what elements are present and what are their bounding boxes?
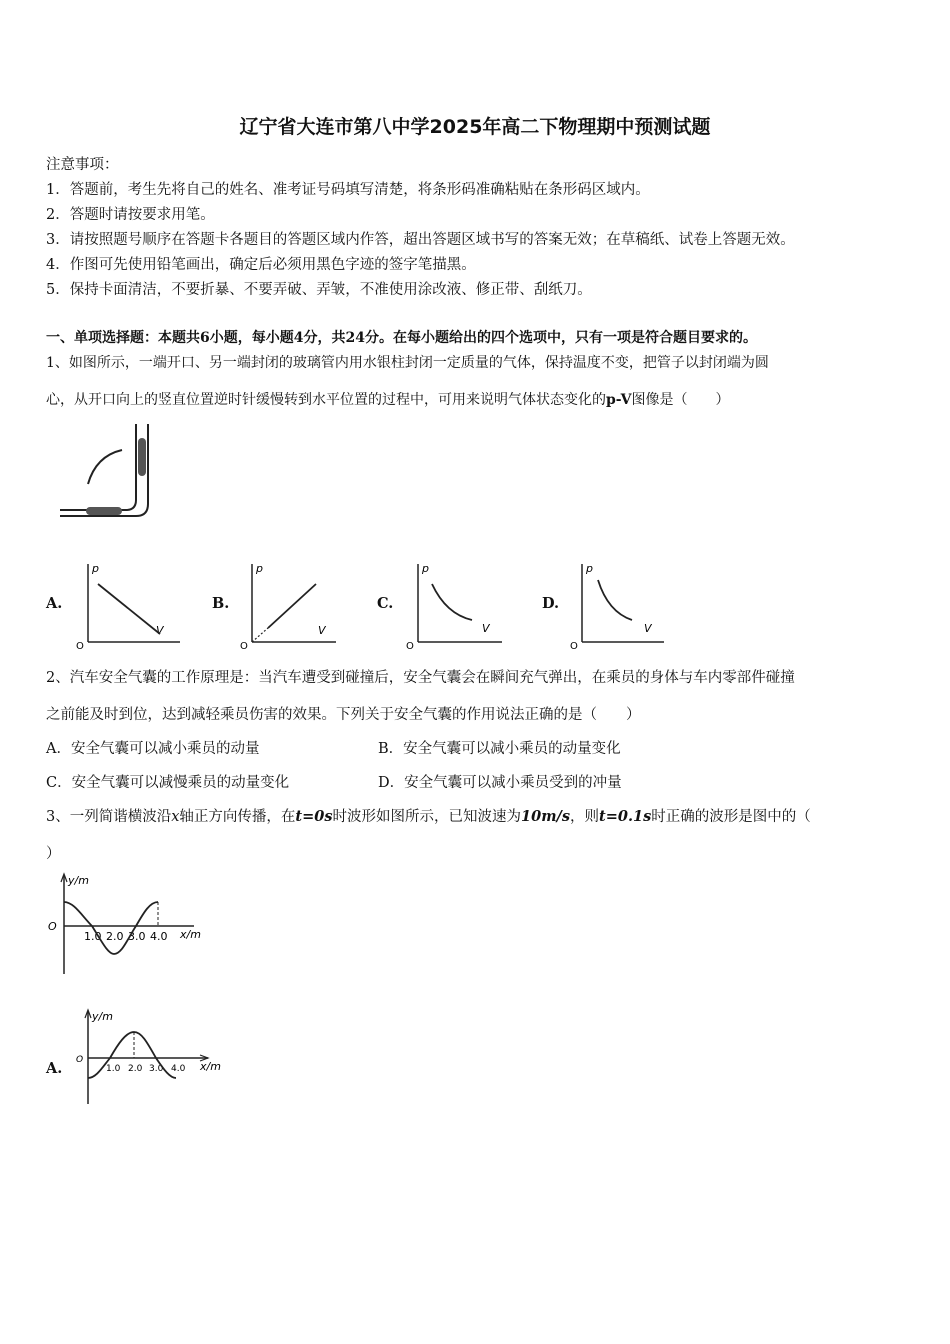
svg-text:O: O: [76, 1055, 84, 1065]
q1-tube-figure: [58, 422, 163, 520]
svg-text:p: p: [256, 562, 263, 575]
q1-option-d-label: D.: [542, 595, 560, 612]
svg-text:O: O: [406, 641, 414, 650]
notice-item: 4．作图可先使用铅笔画出，确定后必须用黑色字迹的签字笔描黑。: [46, 257, 476, 273]
q1-pv-label: p-V: [606, 392, 632, 408]
svg-text:1.0: 1.0: [84, 930, 102, 943]
svg-text:O: O: [76, 641, 84, 650]
q1-graph-b: [236, 558, 348, 650]
svg-text:3.0: 3.0: [149, 1064, 164, 1074]
svg-text:4.0: 4.0: [150, 930, 168, 943]
q1-graph-c: [402, 558, 514, 650]
svg-text:V: V: [318, 624, 326, 637]
q1-text-line2: 心，从开口向上的竖直位置逆时针缓慢转到水平位置的过程中，可用来说明气体状态变化的p-V图像是（ ）: [46, 392, 730, 408]
notice-item: 3．请按照题号顺序在答题卡各题目的答题区域内作答，超出答题区域书写的答案无效；在草稿纸、试卷上答题无效。: [46, 232, 795, 248]
q3-text-line1: 3、一列简谐横波沿x轴正方向传播，在t=0s时波形如图所示，已知波速为10m/s，则t=0.1s时正确的波形是图中的（: [46, 808, 811, 825]
notice-heading: 注意事项：: [46, 157, 119, 173]
notice-item: 5．保持卡面清洁，不要折暴、不要弄破、弄皱，不准使用涂改液、修正带、刮纸刀。: [46, 282, 592, 298]
svg-text:O: O: [570, 641, 578, 650]
q2-text-line1: 2、汽车安全气囊的工作原理是：当汽车遭受到碰撞后，安全气囊会在瞬间充气弹出，在乘员的身体与车内零部件碰撞: [46, 670, 795, 686]
q3-option-a-label: A.: [46, 1060, 63, 1077]
q3-text-line2: ）: [46, 846, 61, 862]
q1-graph-a: [72, 558, 184, 650]
svg-text:O: O: [48, 920, 57, 933]
q1-text-line1: 1、如图所示，一端开口、另一端封闭的玻璃管内用水银柱封闭一定质量的气体，保持温度不变，把管子以封闭端为圆: [46, 355, 769, 371]
svg-text:2.0: 2.0: [106, 930, 124, 943]
notice-item: 2．答题时请按要求用笔。: [46, 207, 215, 223]
svg-text:p: p: [586, 562, 593, 575]
q3-wave-figure: [44, 866, 210, 976]
q2-option-c: C．安全气囊可以减慢乘员的动量变化: [46, 775, 290, 791]
q1-option-c-label: C.: [377, 595, 394, 612]
svg-text:p: p: [92, 562, 99, 575]
notice-item: 1．答题前，考生先将自己的姓名、准考证号码填写清楚，将条形码准确粘贴在条形码区域内。: [46, 182, 650, 198]
svg-text:4.0: 4.0: [171, 1064, 186, 1074]
svg-text:V: V: [644, 622, 652, 635]
svg-text:V: V: [156, 624, 164, 637]
q1-graph-d: [566, 558, 678, 650]
svg-text:x/m: x/m: [200, 1060, 221, 1073]
q2-text-line2: 之前能及时到位，达到减轻乘员伤害的效果。下列关于安全气囊的作用说法正确的是（ ）: [46, 707, 641, 723]
q2-option-d: D．安全气囊可以减小乘员受到的冲量: [378, 775, 622, 791]
q2-option-a: A．安全气囊可以减小乘员的动量: [46, 741, 260, 757]
q2-option-b: B．安全气囊可以减小乘员的动量变化: [378, 741, 621, 757]
q1-option-a-label: A.: [46, 595, 63, 612]
svg-text:2.0: 2.0: [128, 1064, 143, 1074]
svg-text:O: O: [240, 641, 248, 650]
q1-option-b-label: B.: [212, 595, 230, 612]
q3-option-a-graph: [72, 1004, 230, 1106]
page-title: 辽宁省大连市第八中学2025年高二下物理期中预测试题: [239, 116, 711, 138]
section-heading: 一、单项选择题：本题共6小题，每小题4分，共24分。在每小题给出的四个选项中，只有一项是符合题目要求的。: [46, 330, 757, 346]
svg-text:p: p: [422, 562, 429, 575]
svg-text:1.0: 1.0: [106, 1064, 121, 1074]
svg-text:x/m: x/m: [180, 928, 201, 941]
svg-text:y/m: y/m: [92, 1010, 113, 1023]
svg-text:V: V: [482, 622, 490, 635]
svg-text:y/m: y/m: [68, 874, 89, 887]
svg-text:3.0: 3.0: [128, 930, 146, 943]
